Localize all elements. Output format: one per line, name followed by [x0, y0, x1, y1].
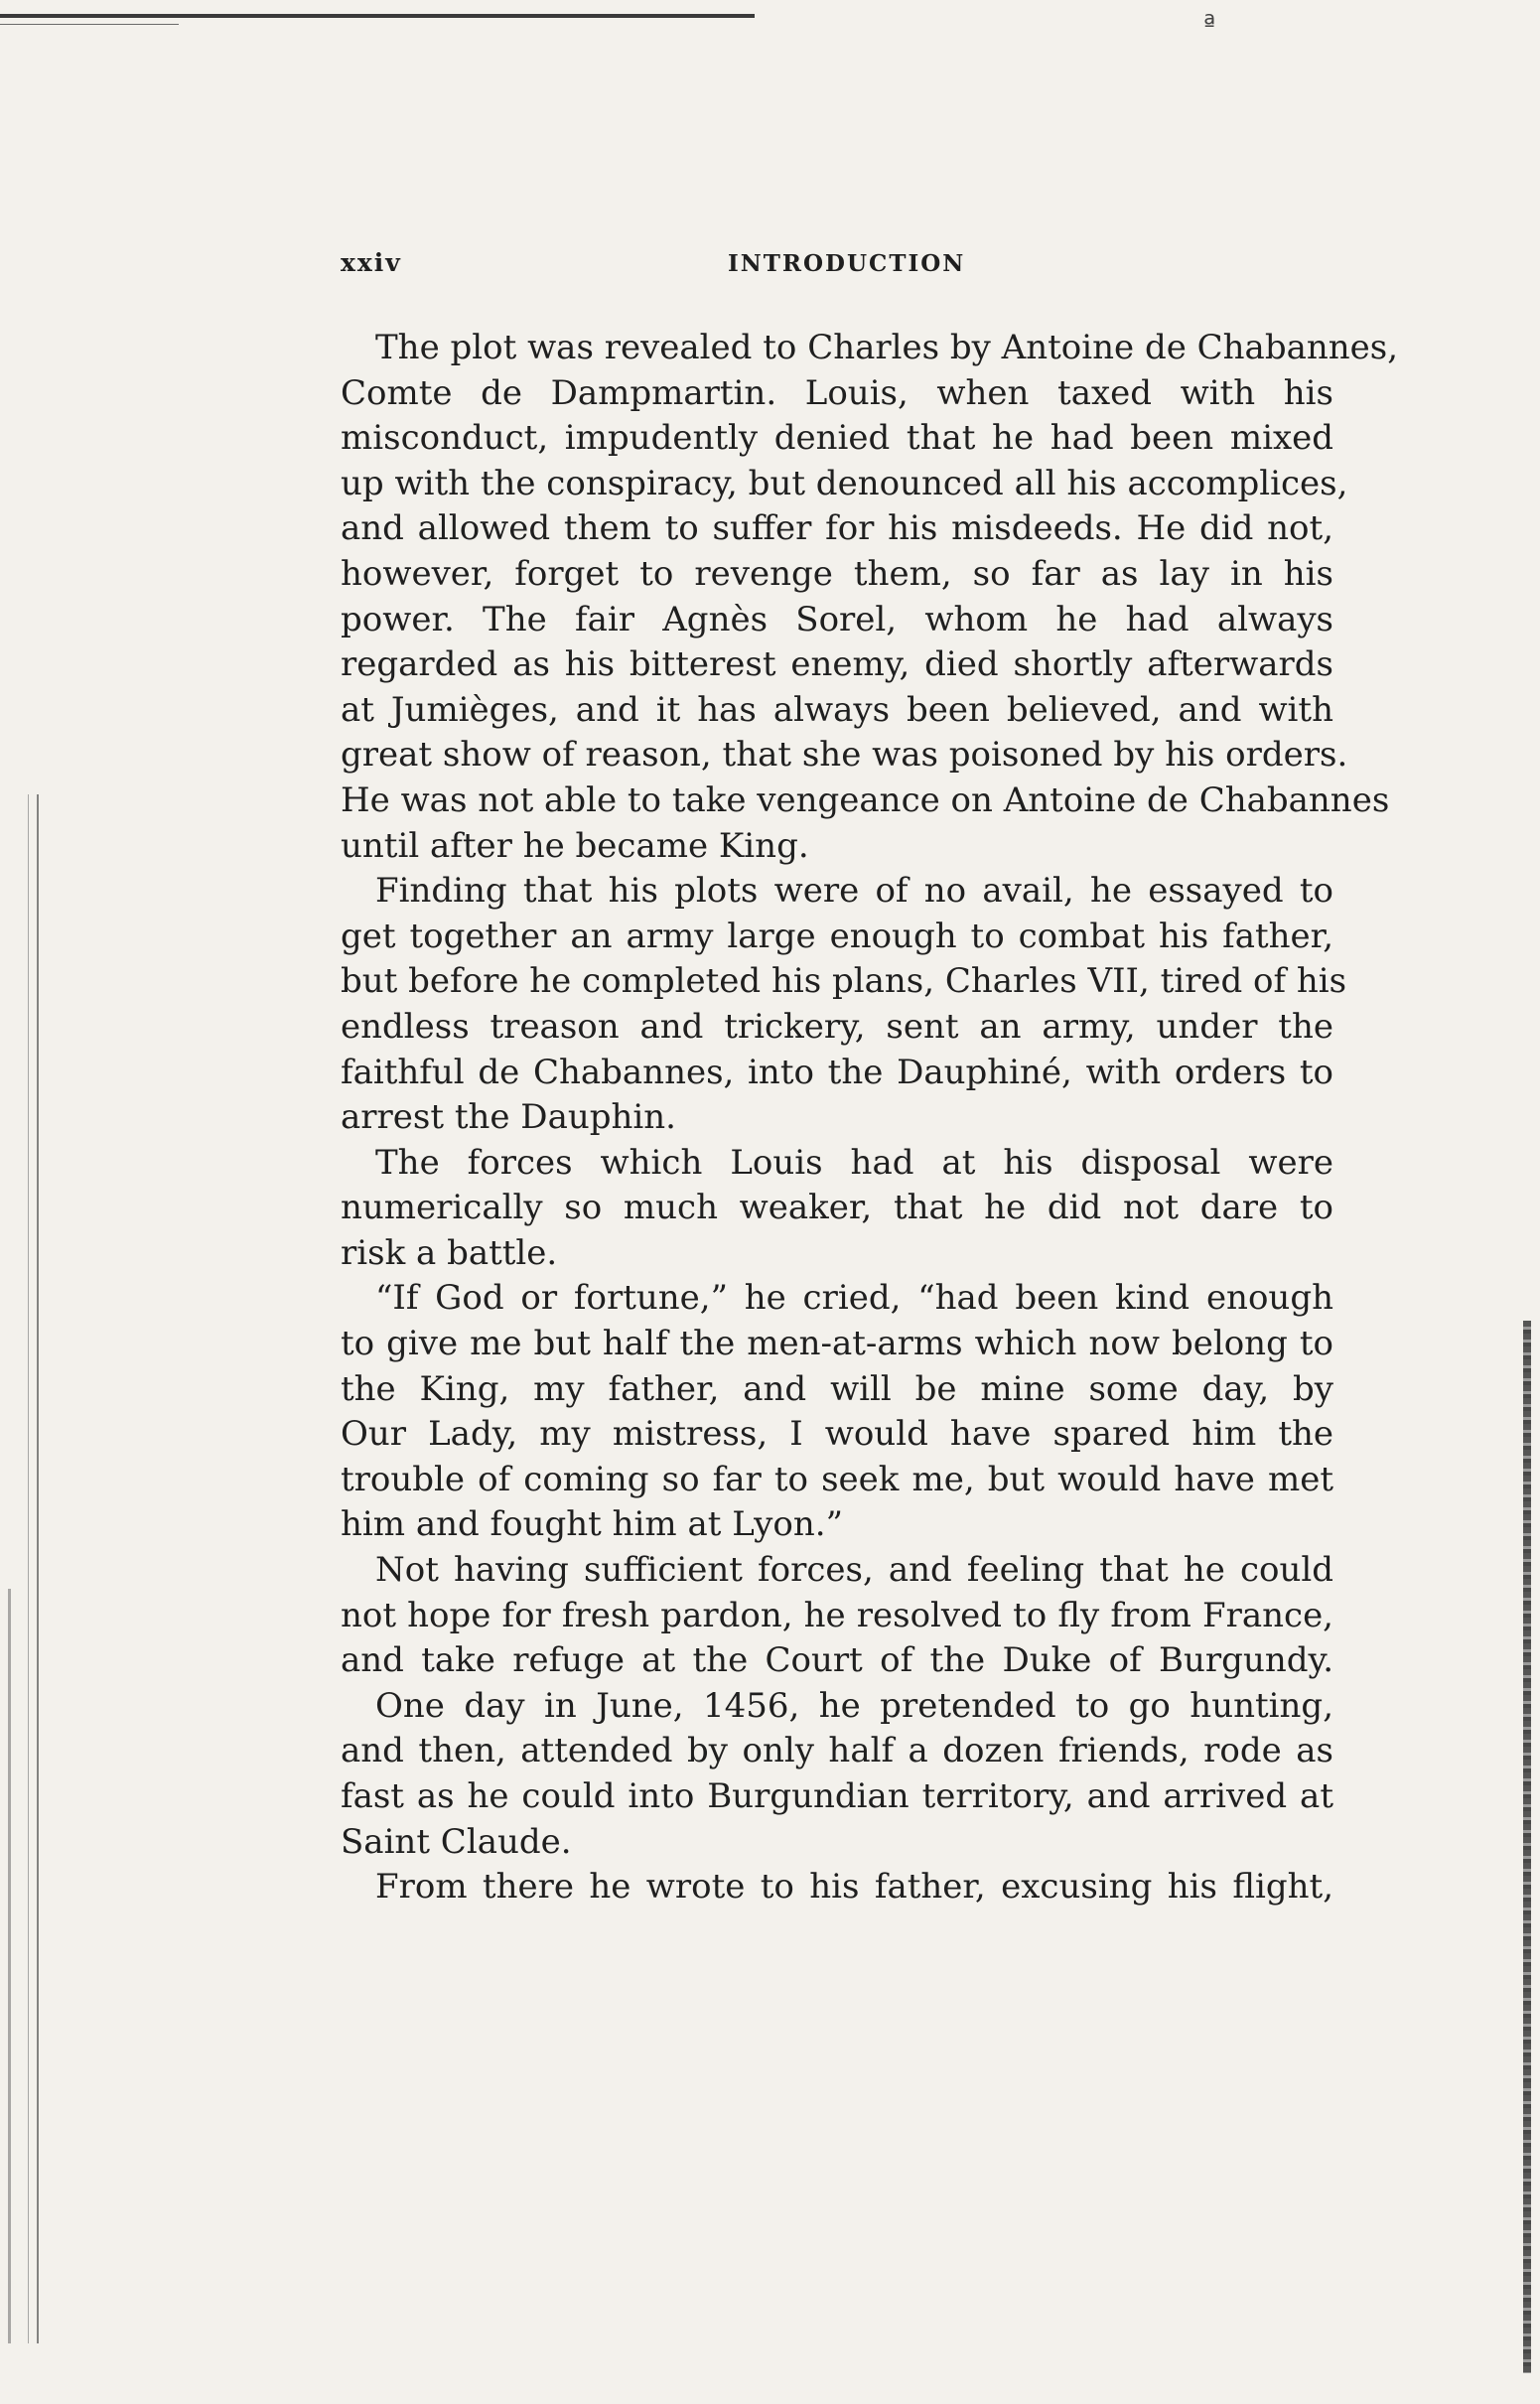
text-line: numerically so much weaker, that he did not dare to — [341, 1188, 1333, 1228]
text-line: however, forget to revenge them, so far as lay in his — [341, 553, 1333, 594]
text-line: but before he completed his plans, Charles VII, tired of his — [341, 961, 1347, 1002]
text-line: not hope for fresh pardon, he resolved to fly from France, — [341, 1595, 1333, 1635]
text-line: The forces which Louis had at his disposal were — [375, 1142, 1333, 1183]
text-line: Saint Claude. — [341, 1821, 572, 1862]
page-number: xxiv — [341, 248, 402, 277]
text-line: to give me but half the men-at-arms which now belong to — [341, 1324, 1333, 1364]
left-scan-edge-2 — [8, 1589, 11, 2343]
page-column — [341, 248, 1399, 1910]
text-line: and then, attended by only half a dozen friends, rode as — [341, 1731, 1333, 1771]
text-line: faithful de Chabannes, into the Dauphiné, with orders to — [341, 1052, 1333, 1092]
text-line: at Jumièges, and it has always been believed, and with — [341, 689, 1333, 730]
text-line: him and fought him at Lyon.” — [341, 1504, 843, 1545]
text-line: risk a battle. — [341, 1232, 558, 1273]
top-rule — [0, 14, 755, 18]
text-line: and take refuge at the Court of the Duke of Burgundy. — [341, 1640, 1333, 1681]
text-line: Comte de Dampmartin. Louis, when taxed with his — [341, 372, 1333, 413]
right-scan-edge — [1523, 1321, 1531, 2373]
text-line: “If God or fortune,” he cried, “had been kind enough — [375, 1278, 1333, 1319]
running-title: INTRODUCTION — [728, 250, 966, 277]
text-line: until after he became King. — [341, 825, 809, 866]
text-line: and allowed them to suffer for his misdeeds. He did not, — [341, 508, 1333, 549]
top-rule-thin — [0, 24, 179, 25]
text-line: the King, my father, and will be mine some day, by — [341, 1368, 1333, 1409]
text-line: Not having sufficient forces, and feeling that he could — [375, 1550, 1333, 1591]
text-line: Our Lady, my mistress, I would have spared him the — [341, 1414, 1333, 1455]
text-line: great show of reason, that she was poisoned by his orders. — [341, 735, 1348, 776]
text-line: endless treason and trickery, sent an army, under the — [341, 1006, 1333, 1047]
text-line: Finding that his plots were of no avail, he essayed to — [375, 871, 1333, 912]
text-line: The plot was revealed to Charles by Antoine de Chabannes, — [375, 328, 1399, 367]
text-line: He was not able to take vengeance on Antoine de Chabannes — [341, 779, 1390, 820]
text-line: One day in June, 1456, he pretended to go hunting, — [375, 1685, 1333, 1726]
body-text — [341, 326, 1399, 1910]
text-line: trouble of coming so far to seek me, but would have met — [341, 1459, 1333, 1499]
corner-mark: ª — [1203, 10, 1216, 40]
text-line: misconduct, impudently denied that he had been mixed — [341, 418, 1333, 459]
text-line: regarded as his bitterest enemy, died shortly afterwards — [341, 644, 1333, 685]
left-scan-edge — [28, 794, 39, 2343]
text-line: power. The fair Agnès Sorel, whom he had always — [341, 599, 1333, 639]
running-head — [341, 248, 1333, 288]
text-line: From there he wrote to his father, excusing his flight, — [375, 1867, 1333, 1908]
text-line: fast as he could into Burgundian territory, and arrived at — [341, 1776, 1333, 1816]
text-line: get together an army large enough to combat his father, — [341, 916, 1333, 956]
text-line: up with the conspiracy, but denounced all his accomplices, — [341, 463, 1348, 503]
text-line: arrest the Dauphin. — [341, 1097, 676, 1138]
